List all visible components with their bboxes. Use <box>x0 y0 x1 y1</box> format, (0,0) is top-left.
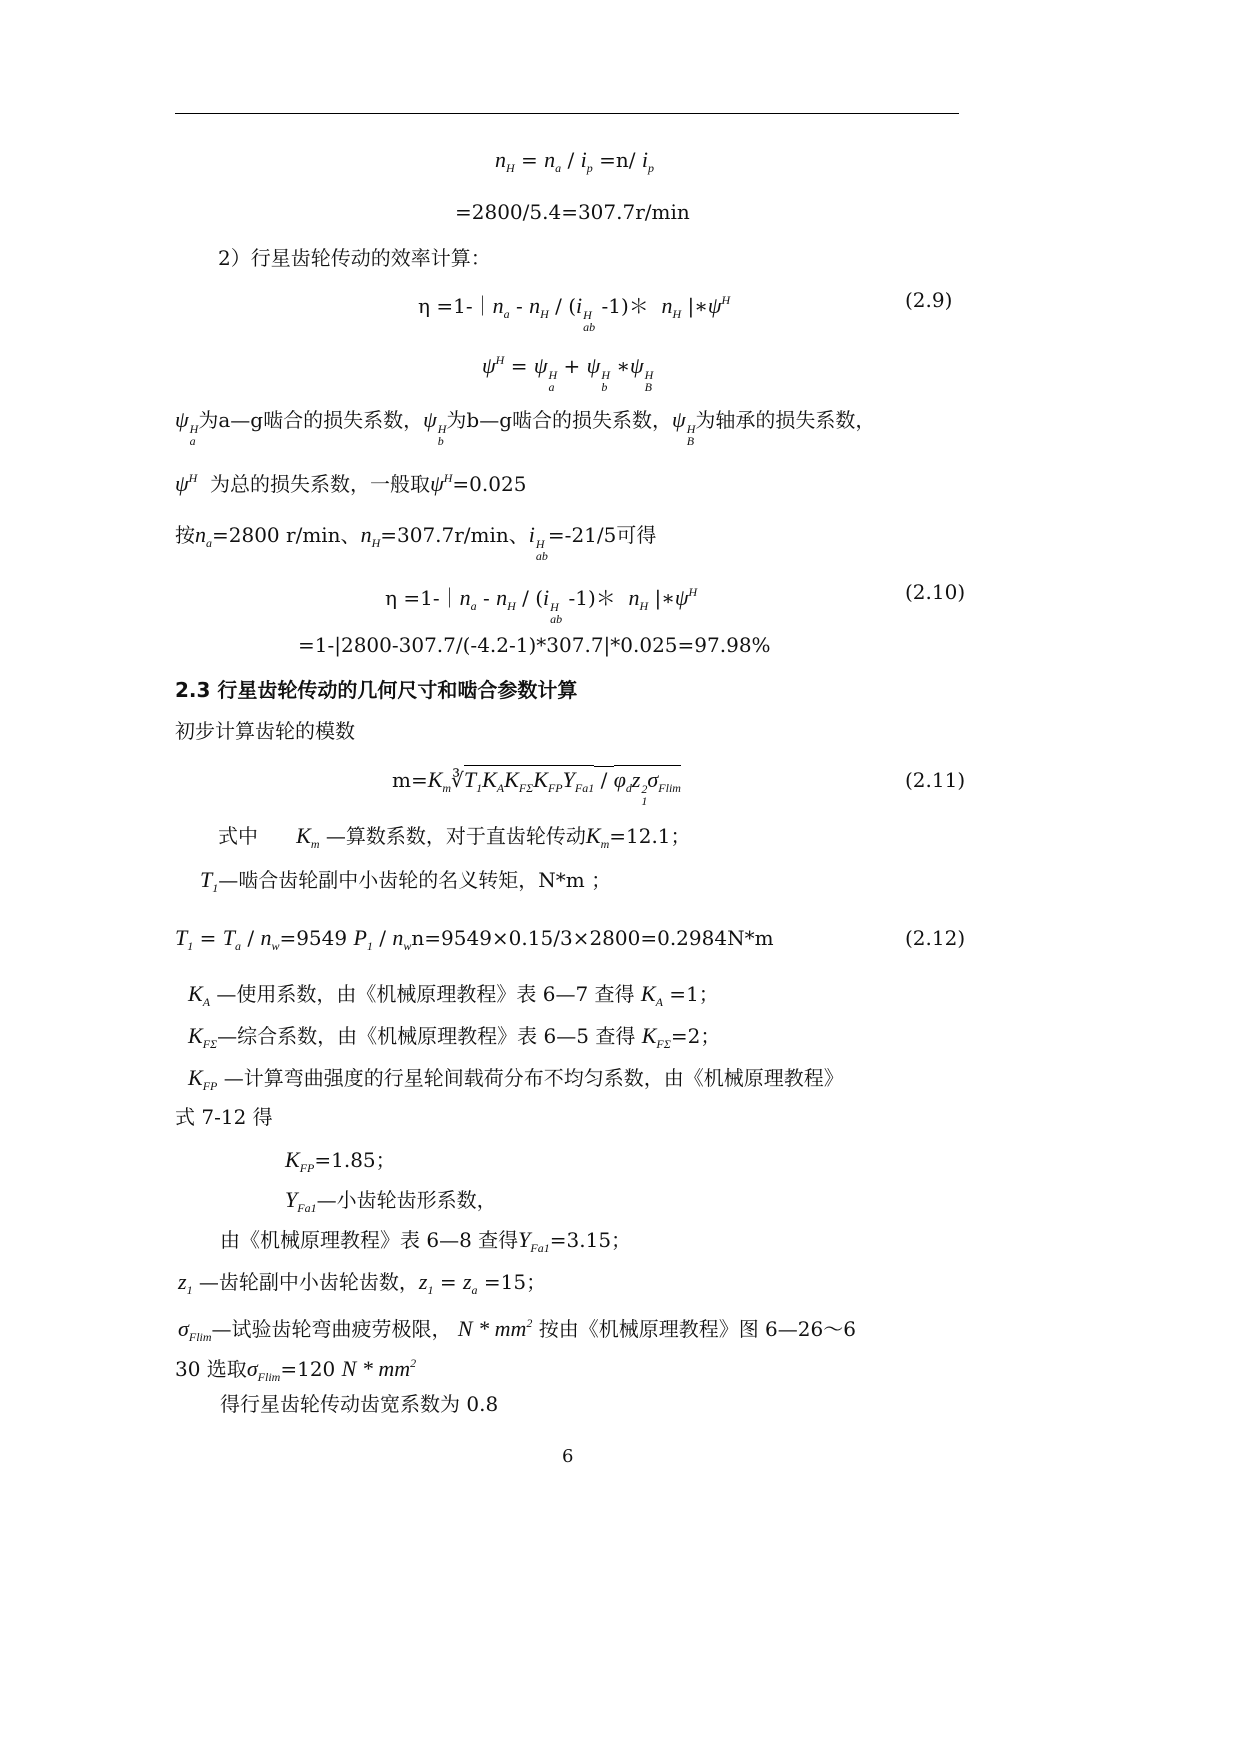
text-run: 2）行星齿轮传动的效率计算： <box>218 246 491 270</box>
variable-symbol: ψ <box>629 353 644 378</box>
text-run: —试验齿轮弯曲疲劳极限， <box>211 1317 458 1341</box>
math-variable <box>427 767 452 795</box>
variable-symbol: ψ <box>674 585 689 610</box>
math-variable <box>285 1187 317 1215</box>
variable-symbol: i <box>580 147 587 172</box>
text-run: 得行星齿轮传动齿宽系数为 0.8 <box>220 1392 499 1416</box>
text-run: =2800 r/min、 <box>212 523 361 547</box>
text-run: / <box>372 926 393 950</box>
math-variable <box>175 407 199 448</box>
variable-symbol: ψ <box>482 353 496 378</box>
text-run: =1； <box>662 982 719 1006</box>
text-run: 为总的损失系数，一般取 <box>197 472 431 496</box>
subscript: Flim <box>658 781 681 795</box>
math-variable <box>360 522 381 550</box>
math-variable <box>458 1316 532 1341</box>
math-variable <box>175 471 197 496</box>
text-line <box>285 1148 396 1180</box>
equation-number: (2.9) <box>905 288 953 312</box>
variable-symbol: K <box>585 823 601 848</box>
text-run: =15； <box>477 1270 547 1294</box>
math-variable <box>562 765 595 795</box>
subscript: H <box>540 307 549 321</box>
text-run: 为a—g啮合的损失系数， <box>198 408 424 432</box>
variable-symbol: i <box>641 147 648 172</box>
text-line <box>482 348 653 393</box>
equation-line <box>385 580 697 625</box>
variable-symbol: n <box>492 293 504 318</box>
text-line <box>178 1311 856 1349</box>
variable-symbol: N * mm <box>457 1316 527 1341</box>
subscript: b <box>601 380 608 394</box>
equation-number: (2.10) <box>905 580 966 604</box>
math-variable <box>353 925 373 953</box>
variable-symbol: ψ <box>707 293 722 318</box>
text-line <box>188 1066 844 1098</box>
text-run: =1-|2800-307.7/(-4.2-1)*307.7|*0.025=97.98% <box>298 633 771 657</box>
text-run: =120 <box>280 1357 342 1381</box>
math-variable <box>285 1147 315 1175</box>
text-line <box>220 1392 498 1416</box>
math-variable <box>200 867 219 895</box>
text-run: = <box>193 926 223 950</box>
superscript: H <box>443 471 453 485</box>
variable-symbol: z <box>418 1269 428 1294</box>
section-heading <box>175 678 577 702</box>
variable-symbol: T <box>175 925 188 950</box>
math-variable <box>260 925 280 953</box>
text-run: —计算弯曲强度的行星轮间载荷分布不均匀系数，由《机械原理教程》 <box>217 1066 844 1090</box>
subscript: ab <box>583 320 596 334</box>
text-run: η =1-｜ <box>418 294 493 318</box>
subscript: p <box>647 161 654 175</box>
variable-symbol: K <box>296 823 311 848</box>
math-variable <box>672 407 696 448</box>
text-line <box>188 1024 720 1056</box>
variable-symbol: ψ <box>175 407 189 432</box>
subscript: B <box>686 434 695 448</box>
math-variable <box>430 471 452 496</box>
text-run: =-21/5可得 <box>547 523 657 547</box>
variable-symbol: ψ <box>430 471 444 496</box>
variable-symbol: n <box>360 522 372 547</box>
text-line <box>218 246 491 270</box>
text-line <box>220 1228 631 1260</box>
text-line <box>495 148 654 180</box>
subscript: FΣ <box>202 1037 218 1051</box>
superscript: H <box>188 471 198 485</box>
math-variable <box>661 293 682 321</box>
math-variable <box>495 147 515 175</box>
superscript: H <box>535 537 545 551</box>
variable-symbol: σ <box>647 767 659 792</box>
text-line <box>175 523 656 562</box>
variable-symbol: n <box>544 147 556 172</box>
subscript: a <box>234 939 241 953</box>
subscript: a <box>470 599 477 613</box>
variable-symbol: z <box>631 767 641 792</box>
script-stack <box>550 601 562 625</box>
subscript: B <box>644 380 652 394</box>
text-run: ∗ <box>610 354 630 378</box>
superscript: H <box>601 368 610 382</box>
variable-symbol: P <box>353 925 367 950</box>
subscript: p <box>586 161 593 175</box>
superscript: H <box>583 308 592 322</box>
variable-symbol: n <box>195 522 206 547</box>
math-variable <box>459 585 477 613</box>
variable-symbol: K <box>188 1023 203 1048</box>
variable-symbol: n <box>661 293 673 318</box>
text-run: - <box>476 586 497 610</box>
math-variable <box>392 925 412 953</box>
variable-symbol: ψ <box>175 471 189 496</box>
text-run: —小齿轮齿形系数， <box>316 1188 497 1212</box>
subscript: Flim <box>257 1370 281 1384</box>
text-run: 按 <box>175 523 195 547</box>
math-variable <box>647 765 681 795</box>
variable-symbol: ψ <box>672 407 686 432</box>
variable-symbol: i <box>576 293 583 318</box>
superscript: H <box>644 368 654 382</box>
variable-symbol: K <box>188 981 203 1006</box>
subscript: 1 <box>187 939 194 953</box>
math-variable <box>296 823 320 851</box>
subscript: A <box>655 995 663 1009</box>
text-run: + <box>557 354 587 378</box>
subscript: a <box>471 1283 478 1297</box>
math-variable <box>195 522 212 550</box>
math-variable <box>528 522 548 563</box>
math-variable <box>580 147 593 175</box>
variable-symbol: ψ <box>533 353 548 378</box>
subscript: H <box>371 536 381 550</box>
subscript: d <box>625 781 632 795</box>
math-variable <box>188 981 211 1009</box>
variable-symbol: K <box>188 1065 203 1090</box>
text-run: 式 7-12 得 <box>175 1105 273 1129</box>
text-run: = <box>433 1270 463 1294</box>
math-variable <box>533 765 563 795</box>
text-line <box>175 719 355 743</box>
text-run: m= <box>392 768 428 792</box>
variable-symbol: n <box>496 585 508 610</box>
math-variable <box>482 765 505 795</box>
text-line <box>188 982 719 1014</box>
subscript: Flim <box>188 1330 212 1344</box>
text-run: —啮合齿轮副中小齿轮的名义转矩，N*m ； <box>218 868 612 892</box>
text-run: =2800/5.4=307.7r/min <box>455 200 690 224</box>
variable-symbol: i <box>543 585 550 610</box>
variable-symbol: φ <box>613 767 626 792</box>
subscript: H <box>506 161 515 175</box>
variable-symbol: K <box>533 767 548 792</box>
subscript: FP <box>202 1079 218 1093</box>
subscript: Fa1 <box>574 781 595 795</box>
variable-symbol: n <box>260 925 272 950</box>
math-variable <box>246 1356 281 1384</box>
text-run: 初步计算齿轮的模数 <box>175 719 355 743</box>
text-run: |∗ <box>648 586 675 610</box>
subscript: a <box>555 161 562 175</box>
text-run: =3.15； <box>549 1228 632 1252</box>
math-variable <box>586 353 610 394</box>
equation-number: (2.12) <box>905 926 966 950</box>
superscript: H <box>721 293 731 307</box>
variable-symbol: K <box>285 1147 300 1172</box>
variable-symbol: z <box>178 1269 187 1294</box>
math-variable <box>462 1269 478 1297</box>
math-variable <box>504 765 534 795</box>
subscript: w <box>271 939 280 953</box>
variable-symbol: K <box>640 981 656 1006</box>
superscript: H <box>437 422 447 436</box>
math-variable <box>496 585 516 613</box>
math-variable <box>175 925 194 953</box>
text-run: / ( <box>515 586 544 610</box>
header-rule <box>175 113 959 114</box>
variable-symbol: n <box>459 585 471 610</box>
text-run: 为b—g啮合的损失系数， <box>446 408 673 432</box>
superscript: H <box>189 422 199 436</box>
variable-symbol: z <box>462 1269 472 1294</box>
text-run: —齿轮副中小齿轮齿数， <box>192 1270 419 1294</box>
text-run: |∗ <box>681 294 708 318</box>
math-variable <box>585 823 610 851</box>
text-line <box>218 824 691 856</box>
math-variable <box>675 585 697 610</box>
math-variable <box>423 407 447 448</box>
variable-symbol: n <box>495 147 506 172</box>
text-run: - <box>509 294 530 318</box>
text-run: —使用系数，由《机械原理教程》表 6—7 查得 <box>210 982 641 1006</box>
math-variable <box>576 293 596 334</box>
text-run: 30 选取 <box>175 1357 247 1381</box>
text-line <box>178 1270 546 1302</box>
subscript: 1 <box>427 1283 434 1297</box>
text-line <box>175 466 526 496</box>
variable-symbol: n <box>628 585 640 610</box>
subscript: ab <box>535 549 548 563</box>
variable-symbol: T <box>463 767 477 792</box>
text-run: -1)＊ <box>562 586 629 610</box>
text-run: ∛ <box>451 768 464 792</box>
math-variable <box>518 1227 550 1255</box>
variable-symbol: N * mm <box>341 1356 411 1381</box>
subscript: 1 <box>476 781 483 795</box>
text-run: 为轴承的损失系数， <box>695 408 876 432</box>
math-variable <box>463 765 483 795</box>
text-run: =1.85； <box>314 1148 396 1172</box>
math-variable <box>178 1269 193 1297</box>
script-stack <box>549 369 558 393</box>
variable-symbol: ψ <box>586 353 601 378</box>
variable-symbol: K <box>482 767 497 792</box>
text-run: = <box>514 148 545 172</box>
subscript: m <box>600 837 610 851</box>
subscript: a <box>206 536 212 550</box>
text-run: =12.1； <box>609 824 691 848</box>
equation-number: (2.11) <box>905 768 966 792</box>
subscript: m <box>310 837 320 851</box>
math-variable <box>482 353 504 378</box>
text-run: 2.3 行星齿轮传动的几何尺寸和啮合参数计算 <box>175 678 578 702</box>
subscript: m <box>442 781 452 795</box>
math-variable <box>529 293 549 321</box>
script-stack <box>601 369 610 393</box>
text-run: 由《机械原理教程》表 6—8 查得 <box>220 1228 519 1252</box>
subscript: H <box>507 599 516 613</box>
text-line <box>298 633 771 657</box>
variable-symbol: σ <box>178 1316 189 1341</box>
subscript: 1 <box>186 1283 193 1297</box>
text-line <box>455 200 690 224</box>
equation-line <box>418 288 730 333</box>
math-variable <box>708 293 730 318</box>
subscript: a <box>503 307 510 321</box>
variable-symbol: Y <box>518 1227 531 1252</box>
variable-symbol: T <box>200 867 213 892</box>
math-variable <box>492 293 510 321</box>
script-stack <box>583 309 595 333</box>
variable-symbol: Y <box>562 767 575 792</box>
text-run: = <box>504 354 534 378</box>
page-number: 6 <box>562 1446 574 1467</box>
subscript: 1 <box>212 881 219 895</box>
superscript: H <box>495 353 505 367</box>
text-run: n=9549×0.15/3×2800=0.2984N*m <box>411 926 774 950</box>
subscript: FP <box>299 1161 315 1175</box>
text-line <box>200 868 611 900</box>
subscript: FΣ <box>656 1037 671 1051</box>
math-variable <box>188 1065 218 1093</box>
superscript: H <box>688 585 698 599</box>
variable-symbol: K <box>641 1023 657 1048</box>
math-variable <box>188 1023 218 1051</box>
math-variable <box>640 981 663 1009</box>
text-run: =307.7r/min、 <box>380 523 529 547</box>
subscript: H <box>639 599 649 613</box>
text-run: -1)＊ <box>595 294 662 318</box>
superscript: 2 <box>641 782 648 796</box>
subscript: A <box>496 781 505 795</box>
text-line <box>175 408 875 447</box>
text-run: =2； <box>670 1024 721 1048</box>
variable-symbol: T <box>222 925 235 950</box>
variable-symbol: ψ <box>423 407 437 432</box>
math-variable <box>418 1269 434 1297</box>
math-variable <box>178 1316 212 1344</box>
subscript: b <box>437 434 444 448</box>
subscript: Fa1 <box>297 1201 317 1215</box>
math-variable <box>533 353 558 394</box>
variable-symbol: n <box>529 293 541 318</box>
script-stack <box>645 369 654 393</box>
subscript: FP <box>547 781 563 795</box>
math-variable <box>342 1356 416 1381</box>
subscript: 1 <box>641 794 648 808</box>
text-run: 式中 <box>218 824 297 848</box>
subscript: a <box>548 380 555 394</box>
text-run: / <box>240 926 261 950</box>
variable-symbol: i <box>528 522 535 547</box>
equation-line <box>175 926 774 958</box>
math-variable <box>641 147 654 175</box>
math-variable <box>631 765 648 808</box>
variable-symbol: K <box>504 767 519 792</box>
math-variable <box>629 353 654 394</box>
subscript: FΣ <box>518 781 534 795</box>
text-run: 按由《机械原理教程》图 6—26～6 <box>532 1317 856 1341</box>
math-variable <box>543 585 563 626</box>
superscript: 2 <box>526 1316 533 1330</box>
superscript: H <box>686 422 696 436</box>
math-variable <box>641 1023 671 1051</box>
text-run: —综合系数，由《机械原理教程》表 6—5 查得 <box>217 1024 642 1048</box>
subscript: 1 <box>366 939 373 953</box>
text-run: / <box>561 148 581 172</box>
text-run: =0.025 <box>452 472 527 496</box>
variable-symbol: K <box>427 767 443 792</box>
math-variable <box>222 925 241 953</box>
math-variable <box>628 585 649 613</box>
text-line <box>175 1105 273 1129</box>
variable-symbol: σ <box>246 1356 258 1381</box>
text-run: —算数系数，对于直齿轮传动 <box>319 824 586 848</box>
math-variable <box>544 147 562 175</box>
variable-symbol: n <box>392 925 404 950</box>
equation-line <box>392 768 681 807</box>
variable-symbol: Y <box>285 1187 298 1212</box>
subscript: a <box>189 434 196 448</box>
subscript: w <box>403 939 412 953</box>
text-run: =9549 <box>279 926 354 950</box>
text-line <box>285 1188 497 1220</box>
text-line <box>175 1351 416 1389</box>
superscript: H <box>550 600 559 614</box>
script-stack <box>536 538 548 562</box>
subscript: ab <box>550 612 563 626</box>
math-variable <box>613 765 632 795</box>
subscript: Fa1 <box>530 1241 550 1255</box>
text-run: =n/ <box>592 148 642 172</box>
subscript: A <box>202 995 211 1009</box>
superscript: 2 <box>410 1356 417 1370</box>
text-run: η =1-｜ <box>385 586 460 610</box>
text-run: / ( <box>548 294 577 318</box>
text-run: / <box>594 768 614 792</box>
superscript: H <box>548 368 558 382</box>
subscript: H <box>672 307 682 321</box>
